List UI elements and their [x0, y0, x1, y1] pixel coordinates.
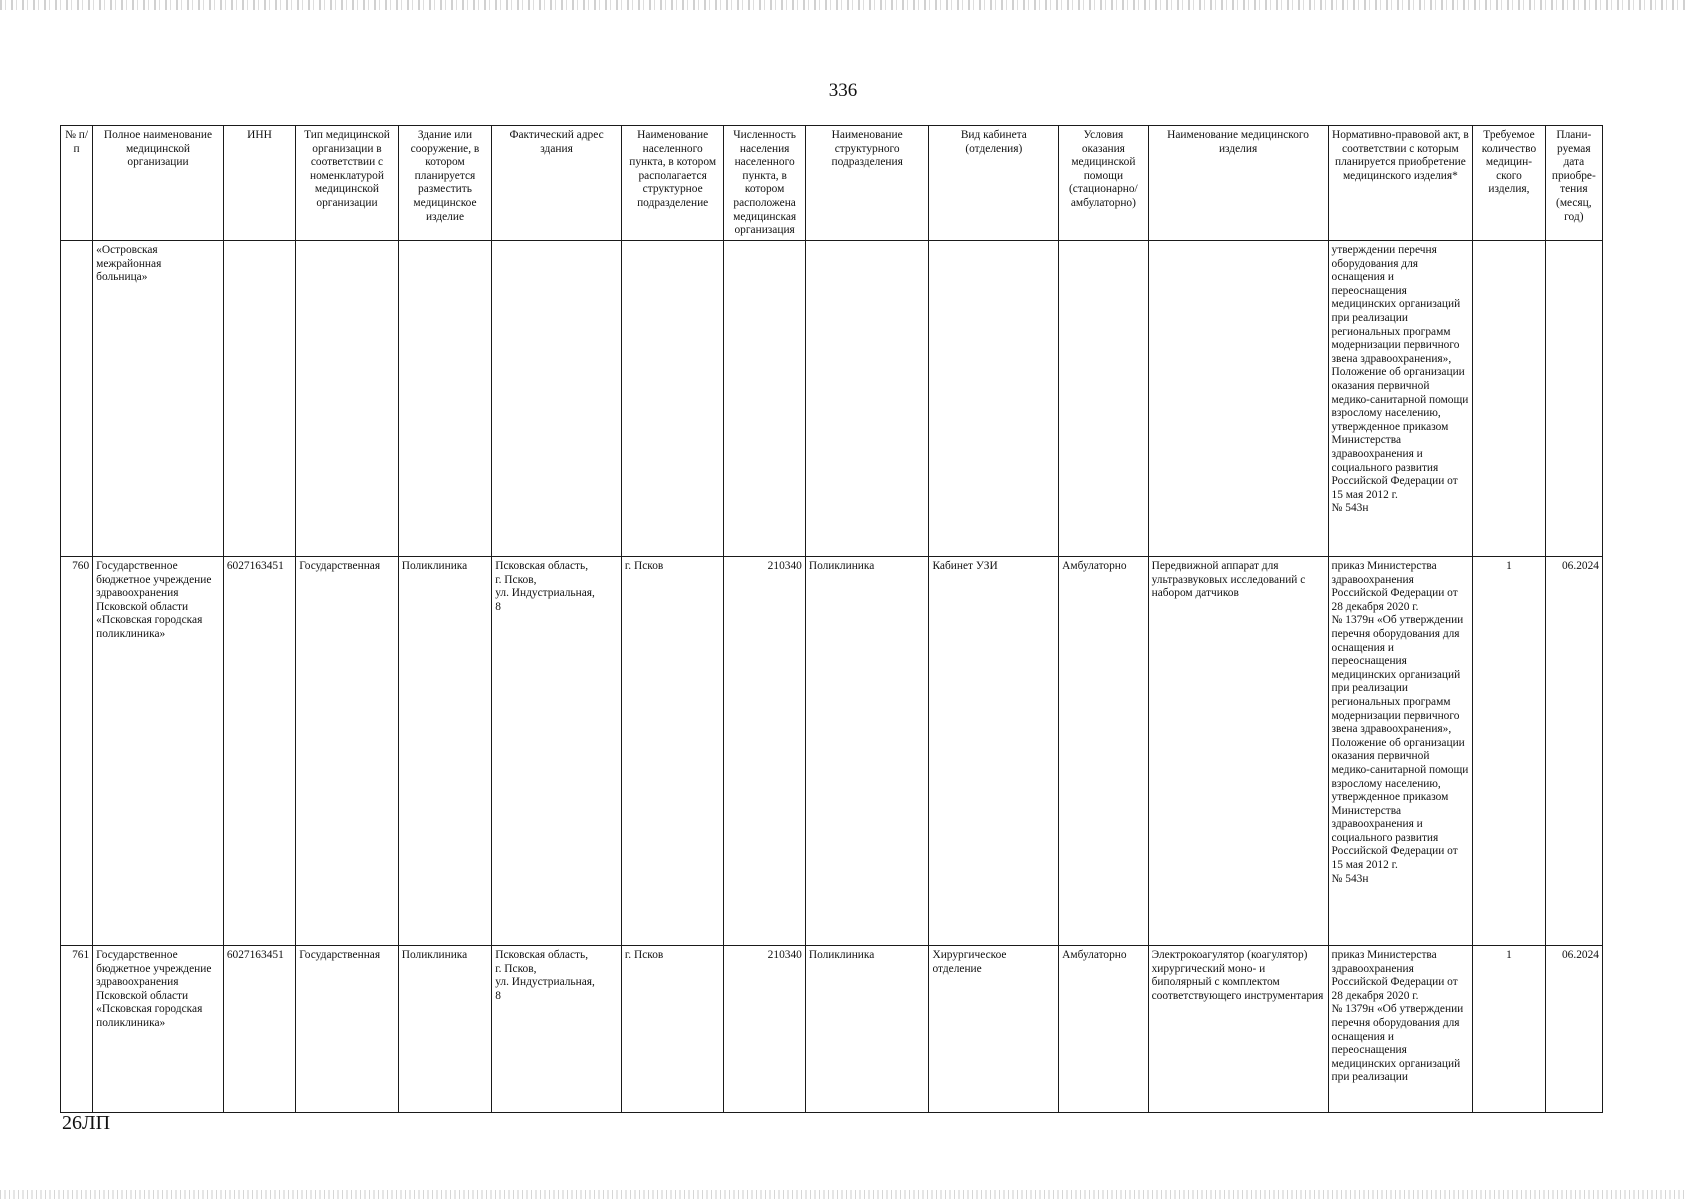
- header-cell-conditions: Условия оказания медицинской помощи (стационарно/ амбулаторно): [1059, 126, 1148, 241]
- cell-inn: 6027163451: [223, 946, 295, 1113]
- cell-locality: [621, 241, 724, 557]
- cell-conditions: Амбулаторно: [1059, 946, 1148, 1113]
- equipment-register-table: [60, 125, 1603, 1113]
- cell-date: [1545, 241, 1602, 557]
- cell-unit: [805, 241, 929, 557]
- cell-locality: г. Псков: [621, 946, 724, 1113]
- cell-quantity: 1: [1473, 946, 1545, 1113]
- cell-type: Государственная: [296, 946, 399, 1113]
- cell-building: Поликлиника: [398, 946, 491, 1113]
- cell-room: [929, 241, 1059, 557]
- cell-no: 761: [61, 946, 93, 1113]
- scan-edge-bottom: [0, 1190, 1686, 1199]
- cell-device: Электрокоагулятор (коагулятор) хирургический моно- и биполярный с комплектом соответствующего инструментария: [1148, 946, 1328, 1113]
- cell-address: [492, 241, 622, 557]
- cell-organization: Государственное бюджетное учреждение здравоохранения Псковской области «Псковская городская поликлиника»: [93, 946, 224, 1113]
- cell-date: 06.2024: [1545, 946, 1602, 1113]
- cell-unit: Поликлиника: [805, 557, 929, 946]
- footer-code: 26ЛП: [62, 1112, 111, 1134]
- cell-room: Кабинет УЗИ: [929, 557, 1059, 946]
- scan-edge-top: [0, 0, 1686, 10]
- cell-quantity: 1: [1473, 557, 1545, 946]
- cell-no: 760: [61, 557, 93, 946]
- header-cell-room: Вид кабинета (отделения): [929, 126, 1059, 241]
- table-row: [61, 946, 1603, 1113]
- cell-building: Поликлиника: [398, 557, 491, 946]
- header-cell-locality: Наименование населенного пункта, в котором располагается структурное подразделение: [621, 126, 724, 241]
- cell-inn: 6027163451: [223, 557, 295, 946]
- cell-room: Хирургическое отделение: [929, 946, 1059, 1113]
- header-cell-no: № п/п: [61, 126, 93, 241]
- header-cell-date: Плани- руемая дата приобре- тения (месяц, год): [1545, 126, 1602, 241]
- cell-conditions: [1059, 241, 1148, 557]
- cell-device: [1148, 241, 1328, 557]
- cell-locality: г. Псков: [621, 557, 724, 946]
- header-cell-device: Наименование медицинского изделия: [1148, 126, 1328, 241]
- cell-date: 06.2024: [1545, 557, 1602, 946]
- cell-population: [724, 241, 805, 557]
- header-cell-quantity: Требуемое количество медицин- ского изделия,: [1473, 126, 1545, 241]
- header-cell-legal-act: Нормативно-правовой акт, в соответствии с которым планируется приобретение медицинского изделия*: [1328, 126, 1473, 241]
- table-row: [61, 557, 1603, 946]
- cell-no: [61, 241, 93, 557]
- cell-address: Псковская область, г. Псков, ул. Индустриальная, 8: [492, 946, 622, 1113]
- page-number: 336: [828, 80, 858, 101]
- header-row: [61, 126, 1603, 241]
- header-cell-inn: ИНН: [223, 126, 295, 241]
- header-cell-organization: Полное наименование медицинской организации: [93, 126, 224, 241]
- cell-inn: [223, 241, 295, 557]
- header-cell-building: Здание или сооружение, в котором планируется разместить медицинское изделие: [398, 126, 491, 241]
- cell-population: 210340: [724, 946, 805, 1113]
- cell-organization: «Островская межрайонная больница»: [93, 241, 224, 557]
- cell-address: Псковская область, г. Псков, ул. Индустриальная, 8: [492, 557, 622, 946]
- cell-legal-act: утверждении перечня оборудования для оснащения и переоснащения медицинских организаций при реализации региональных программ модернизации первичного звена здравоохранения», Положение об организации оказания первичной медико-санитарной помощи взрослому населению, утвержденное приказом Министерства здравоохранения и социального развития Российской Федерации от 15 мая 2012 г. № 543н: [1328, 241, 1473, 557]
- header-cell-unit: Наименование структурного подразделения: [805, 126, 929, 241]
- cell-building: [398, 241, 491, 557]
- cell-quantity: [1473, 241, 1545, 557]
- cell-unit: Поликлиника: [805, 946, 929, 1113]
- cell-type: [296, 241, 399, 557]
- header-cell-address: Фактический адрес здания: [492, 126, 622, 241]
- cell-type: Государственная: [296, 557, 399, 946]
- cell-population: 210340: [724, 557, 805, 946]
- cell-device: Передвижной аппарат для ультразвуковых исследований с набором датчиков: [1148, 557, 1328, 946]
- cell-conditions: Амбулаторно: [1059, 557, 1148, 946]
- cell-organization: Государственное бюджетное учреждение здравоохранения Псковской области «Псковская городская поликлиника»: [93, 557, 224, 946]
- header-cell-type: Тип медицинской организации в соответствии с номенклатурой медицинской организации: [296, 126, 399, 241]
- cell-legal-act: приказ Министерства здравоохранения Российской Федерации от 28 декабря 2020 г. № 1379н «Об утверждении перечня оборудования для оснащения и переоснащения медицинских организаций при реализации: [1328, 946, 1473, 1113]
- cell-legal-act: приказ Министерства здравоохранения Российской Федерации от 28 декабря 2020 г. № 1379н «Об утверждении перечня оборудования для оснащения и переоснащения медицинских организаций при реализации региональных программ модернизации первичного звена здравоохранения», Положение об организации оказания первичной медико-санитарной помощи взрослому населению, утвержденное приказом Министерства здравоохранения и социального развития Российской Федерации от 15 мая 2012 г. № 543н: [1328, 557, 1473, 946]
- header-cell-population: Численность населения населенного пункта, в котором расположена медицинская организация: [724, 126, 805, 241]
- table-row-continuation: [61, 241, 1603, 557]
